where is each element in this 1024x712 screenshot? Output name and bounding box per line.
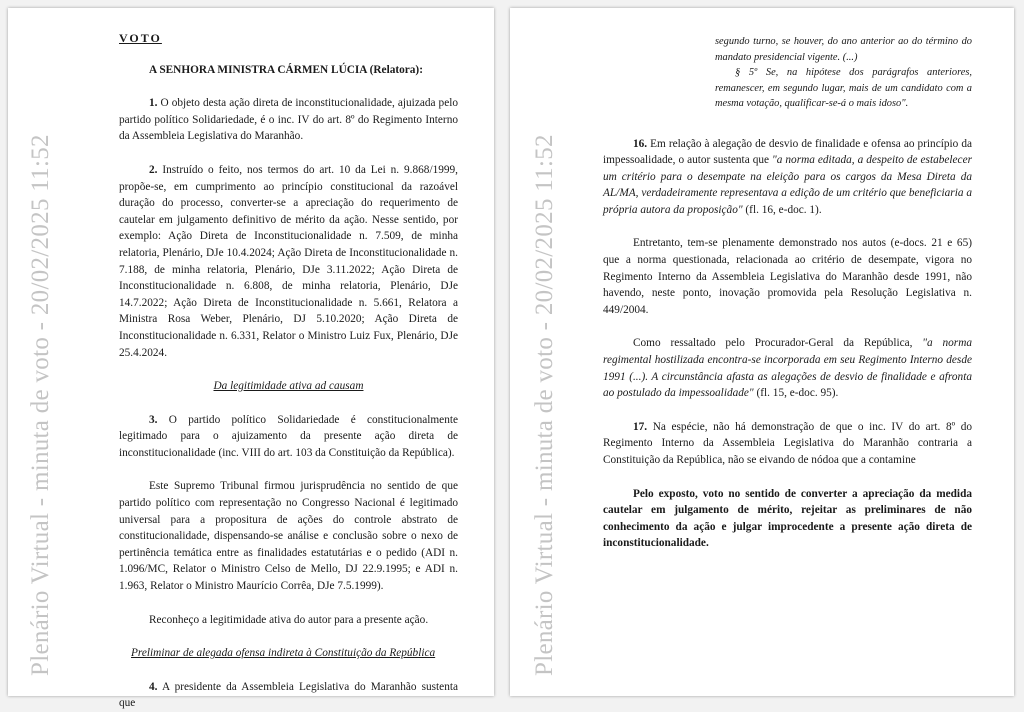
paragraph-text-tail: (fl. 15, e-doc. 95).	[753, 387, 839, 400]
paragraph-17	[603, 419, 972, 469]
quote-block	[603, 34, 972, 112]
conclusion-paragraph: Pelo exposto, voto no sentido de converter a apreciação da medida cautelar em julgamento de mérito, rejeitar as preliminares de não conhecimento da ação e julgar improcedente a presente ação direta de inconstitucionalidade.	[603, 487, 972, 550]
paragraph-number: 1.	[149, 97, 158, 110]
paragraph-text-tail: (fl. 16, e-doc. 1).	[742, 203, 822, 216]
paragraph-procurador	[603, 335, 972, 401]
paragraph-number: 16.	[633, 137, 648, 150]
subheading-preliminar: Preliminar de alegada ofensa indireta à Constituição da República	[131, 647, 436, 660]
paragraph-4	[119, 679, 458, 712]
paragraph-text: Como ressaltado pelo Procurador-Geral da República,	[633, 337, 923, 350]
paragraph-number: 4.	[149, 680, 158, 693]
paragraph-text: Em relação à alegação de desvio de finalidade e ofensa ao princípio da impessoalidade, o autor sustenta que	[603, 137, 972, 167]
paragraph-number: 17.	[633, 420, 648, 433]
paragraph-text: Na espécie, não há demonstração de que o inc. IV do art. 8º do Regimento Interno da Assembleia Legislativa do Maranhão contraria a Constituição da República, não se eivando de nódoa que a contamine	[603, 420, 972, 466]
paragraph-2	[119, 162, 458, 361]
paragraph-text: O objeto desta ação direta de inconstitucionalidade, ajuizada pelo partido político Solidariedade, é o inc. IV do art. 8º do Regimento Interno da Assembleia Legislativa do Maranhão.	[119, 97, 458, 143]
subheading-legitimidade: Da legitimidade ativa ad causam	[213, 380, 364, 393]
paragraph-entretanto: Entretanto, tem-se plenamente demonstrado nos autos (e-docs. 21 e 65) que a norma questionada, relacionada ao critério de desempate, vigora no Regimento Interno da Assembleia Legislativa do Maranhão desde 1991, não havendo, neste ponto, inovação promovida pela Resolução Legislativa n. 449/2004.	[603, 237, 972, 316]
paragraph-text: Instruído o feito, nos termos do art. 10 da Lei n. 9.868/1999, propõe-se, em cumprimento ao princípio constitucional da razoável duração do processo, converter-se a apreciação do requerimento de cautelar em julgamento definitivo de mérito da ação. Nesse sentido, por exemplo: Ação Direta de Inconstitucionalidade n. 7.509, de minha relatoria, Plenário, DJe 10.4.2024; Ação Direta de Inconstitucionalidade n. 7.188, de minha relatoria, Plenário, DJe 3.11.2022; Ação Direta de Inconstitucionalidade n. 6.808, de minha relatoria, Plenário, DJe 14.7.2022; Ação Direta de Inconstitucionalidade n. 5.661, Relatora a Ministra Rosa Weber, Plenário, DJ 5.10.2020; Ação Direta de Inconstitucionalidade n. 6.331, Relator o Ministro Luiz Fux, Plenário, DJe 25.4.2024.	[119, 163, 458, 359]
paragraph-16	[603, 136, 972, 219]
paragraph-3	[119, 412, 458, 462]
paragraph-number: 3.	[149, 413, 158, 426]
page-right-content	[603, 34, 972, 552]
document-page-left	[8, 8, 494, 710]
paragraph-text: A presidente da Assembleia Legislativa do Maranhão sustenta que	[119, 680, 458, 710]
speaker-line: A SENHORA MINISTRA CÁRMEN LÚCIA (Relatora):	[149, 63, 423, 76]
document-page-right	[510, 8, 1014, 696]
paragraph-quote: "a norma regimental hostilizada encontra-se incorporada em seu Regimento Interno desde 1991 (...). A circunstância afasta as alegações de desvio de finalidade e afronta ao postulado da impessoalidade"	[603, 337, 972, 400]
paragraph-number: 2.	[149, 163, 158, 176]
paragraph-recognition: Reconheço a legitimidade ativa do autor para a presente ação.	[149, 613, 429, 626]
paragraph-quote: "a norma editada, a despeito de estabelecer um critério para o desempate na eleição para os cargos da Mesa Direta da AL/MA, verdadeiramente representava a edição de um critério que beneficiaria a própria autora da proposição"	[603, 154, 972, 216]
quote-line-2: § 5º Se, na hipótese dos parágrafos anteriores, remanescer, em segundo lugar, mais de um candidato com a mesma votação, qualificar-se-á o mais idoso".	[715, 67, 972, 109]
watermark-text: Plenário Virtual - minuta de voto - 20/02/2025 11:52	[27, 134, 54, 676]
paragraph-1	[119, 95, 458, 145]
watermark-text: Plenário Virtual - minuta de voto - 20/02/2025 11:52	[531, 134, 558, 676]
quote-line-1: segundo turno, se houver, do ano anterior ao do término do mandato presidencial vigente. (...)	[715, 36, 972, 63]
paragraph-text: O partido político Solidariedade é constitucionalmente legitimado para o ajuizamento da presente ação direta de inconstitucionalidade (inc. VIII do art. 103 da Constituição da República).	[119, 413, 458, 459]
vote-heading: VOTO	[119, 31, 162, 45]
paragraph-jurisprudence: Este Supremo Tribunal firmou jurisprudência no sentido de que partido político com representação no Congresso Nacional é legitimado universal para a propositura de ações do controle abstrato de constitucionalidade, dispensando-se análise e conclusão sobre o nexo de pertinência temática entre as finalidades estatutárias e o pedido (ADI n. 1.096/MC, Relator o Ministro Celso de Mello, DJ 22.9.1995; e ADI n. 1.963, Relator o Ministro Maurício Corrêa, DJe 7.5.1999).	[119, 480, 458, 593]
page-left-content	[119, 30, 458, 712]
